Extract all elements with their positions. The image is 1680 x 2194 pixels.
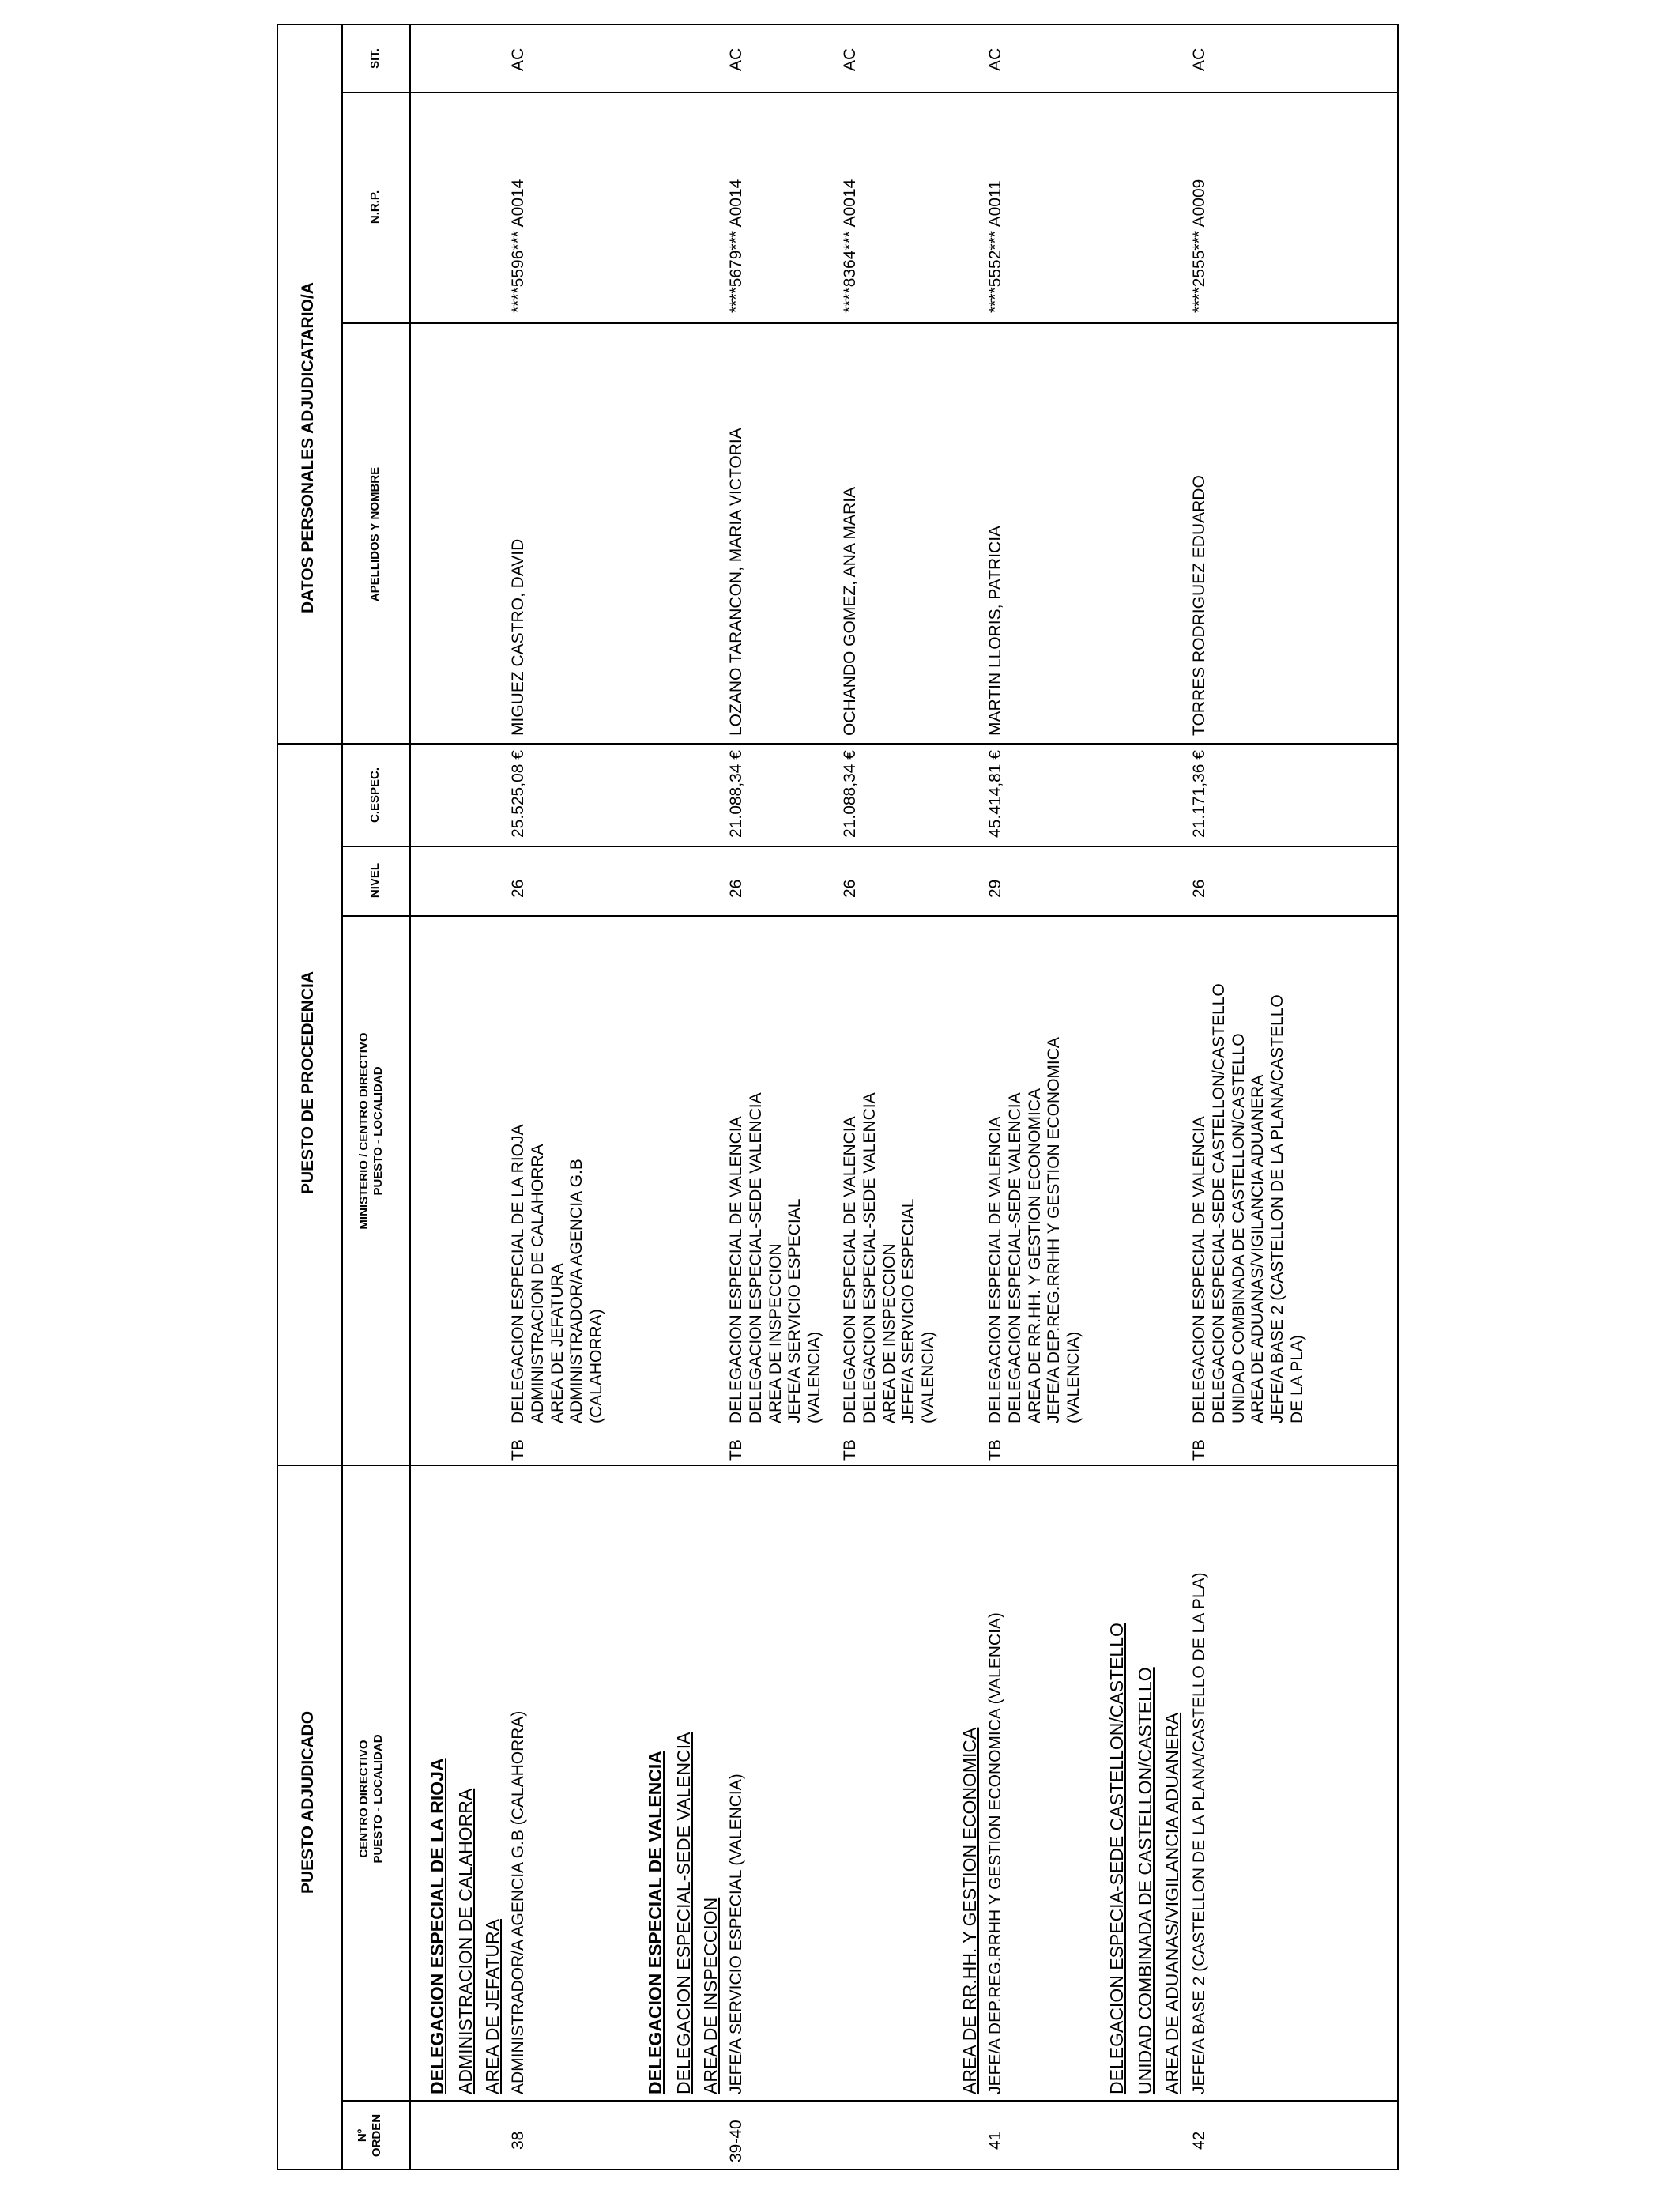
group-heading-1: DELEGACION ESPECIA-SEDE CASTELLON/CASTELLO — [1106, 1623, 1127, 2094]
row-cespec: 21.171,36 € — [1190, 750, 1208, 838]
divider-procedencia-datos — [277, 743, 1399, 745]
row-orden: 41 — [986, 2131, 1004, 2150]
row-tb: TB — [727, 1439, 745, 1461]
row-procedencia: DELEGACION ESPECIAL DE VALENCIA DELEGACION ESPECIAL-SEDE VALENCIA AREA DE INSPECCION JEFE/A SERVICIO ESPECIAL (VALENCIA) — [841, 1092, 938, 1423]
group-header-divider — [341, 24, 343, 2170]
row-sit: AC — [986, 47, 1004, 71]
row-puesto: ADMINISTRADOR/A AGENCIA G.B (CALAHORRA) — [509, 1710, 527, 2094]
row-sit: AC — [1190, 47, 1208, 71]
row-puesto: JEFE/A SERVICIO ESPECIAL (VALENCIA) — [727, 1774, 745, 2094]
row-procedencia: DELEGACION ESPECIAL DE VALENCIA DELEGACION ESPECIAL-SEDE VALENCIA AREA DE INSPECCION JEFE/A SERVICIO ESPECIAL (VALENCIA) — [727, 1092, 824, 1423]
divider-nrp — [341, 92, 1399, 93]
group-heading-3: AREA DE INSPECCION — [700, 1897, 721, 2094]
row-nrp: ****8364*** A0014 — [841, 179, 859, 313]
group-heading-1: DELEGACION ESPECIAL DE VALENCIA — [645, 1751, 665, 2094]
row-sit: AC — [841, 47, 859, 71]
row-orden: 38 — [509, 2131, 527, 2150]
divider-adjudicado-procedencia — [277, 1465, 1399, 1466]
row-nivel: 26 — [509, 879, 527, 898]
header-datos-personales: DATOS PERSONALES ADJUDICATARIO/A — [299, 282, 317, 613]
row-orden: 39-40 — [727, 2120, 745, 2162]
row-nrp: ****2555*** A0009 — [1190, 179, 1208, 313]
row-cespec: 21.088,34 € — [841, 750, 859, 838]
divider-apellidos — [341, 322, 1399, 324]
col-header-cespec: C.ESPEC. — [368, 767, 382, 824]
col-header-apellidos: APELLIDOS Y NOMBRE — [368, 466, 382, 602]
row-nrp: ****5552*** A0011 — [986, 180, 1004, 313]
row-sit: AC — [727, 47, 745, 71]
row-procedencia: DELEGACION ESPECIAL DE LA RIOJA ADMINISTRACION DE CALAHORRA AREA DE JEFATURA ADMINISTRADOR/A AGENCIA G.B (CALAHORRA) — [509, 1124, 606, 1423]
col-header-orden: Nº ORDEN — [356, 2113, 383, 2158]
row-procedencia: DELEGACION ESPECIAL DE VALENCIA DELEGACION ESPECIAL-SEDE CASTELLON/CASTELLO UNIDAD COMBINADA DE CASTELLON/CASTELLO AREA DE ADUANAS/VIGILANCIA ADUANERA JEFE/A BASE 2 (CASTELLON DE LA PLANA/CASTELLO DE LA PLA) — [1190, 983, 1306, 1423]
row-nivel: 29 — [986, 879, 1004, 898]
col-header-nrp: N.R.P. — [368, 190, 382, 224]
header-puesto-adjudicado: PUESTO ADJUDICADO — [299, 1710, 317, 1894]
group-heading-1: DELEGACION ESPECIAL DE LA RIOJA — [427, 1758, 447, 2094]
row-nombre: LOZANO TARANCON, MARIA VICTORIA — [727, 428, 745, 736]
group-heading-2: DELEGACION ESPECIAL-SEDE VALENCIA — [673, 1732, 694, 2094]
col-header-sit: SIT. — [368, 48, 382, 69]
header-puesto-procedencia: PUESTO DE PROCEDENCIA — [299, 971, 317, 1194]
row-cespec: 25.525,08 € — [509, 750, 527, 838]
group-heading-3: AREA DE JEFATURA — [482, 1919, 503, 2094]
col-header-centro: CENTRO DIRECTIVO PUESTO - LOCALIDAD — [357, 1734, 385, 1864]
row-nivel: 26 — [727, 879, 745, 898]
group-heading-2: ADMINISTRACION DE CALAHORRA — [455, 1788, 476, 2094]
row-puesto: JEFE/A DEP.REG.RRHH Y GESTION ECONOMICA (VALENCIA) — [986, 1612, 1004, 2094]
divider-nivel — [341, 846, 1399, 847]
row-cespec: 45.414,81 € — [986, 750, 1004, 838]
row-sit: AC — [509, 47, 527, 71]
group-heading-3: AREA DE RR.HH. Y GESTION ECONOMICA — [959, 1727, 980, 2094]
row-nrp: ****5596*** A0014 — [509, 179, 527, 313]
row-tb: TB — [1190, 1439, 1208, 1461]
row-tb: TB — [841, 1439, 859, 1461]
row-orden: 42 — [1190, 2131, 1208, 2150]
row-tb: TB — [509, 1439, 527, 1461]
row-nrp: ****5679*** A0014 — [727, 179, 745, 313]
row-cespec: 21.088,34 € — [727, 750, 745, 838]
divider-cespec — [341, 915, 1399, 917]
divider-orden — [341, 2100, 1399, 2102]
col-header-nivel: NIVEL — [368, 862, 382, 899]
group-heading-2: UNIDAD COMBINADA DE CASTELLON/CASTELLO — [1135, 1667, 1155, 2094]
col-header-ministerio: MINISTERIO / CENTRO DIRECTIVO PUESTO - LOCALIDAD — [357, 1032, 385, 1230]
row-puesto: JEFE/A BASE 2 (CASTELLON DE LA PLANA/CASTELLO DE LA PLA) — [1190, 1572, 1208, 2094]
column-header-divider — [409, 24, 411, 2170]
group-heading-3: AREA DE ADUANAS/VIGILANCIA ADUANERA — [1162, 1712, 1182, 2094]
row-nombre: TORRES RODRIGUEZ EDUARDO — [1190, 475, 1208, 736]
row-nombre: MARTIN LLORIS, PATRICIA — [986, 525, 1004, 736]
row-nombre: OCHANDO GOMEZ, ANA MARIA — [841, 486, 859, 736]
row-procedencia: DELEGACION ESPECIAL DE VALENCIA DELEGACION ESPECIAL-SEDE VALENCIA AREA DE RR.HH. Y GESTION ECONOMICA JEFE/A DEP.REG.RRHH Y GESTION ECONOMICA (VALENCIA) — [986, 1037, 1083, 1423]
row-nivel: 26 — [841, 879, 859, 898]
row-nombre: MIGUEZ CASTRO, DAVID — [509, 538, 527, 736]
row-nivel: 26 — [1190, 879, 1208, 898]
row-tb: TB — [986, 1439, 1004, 1461]
